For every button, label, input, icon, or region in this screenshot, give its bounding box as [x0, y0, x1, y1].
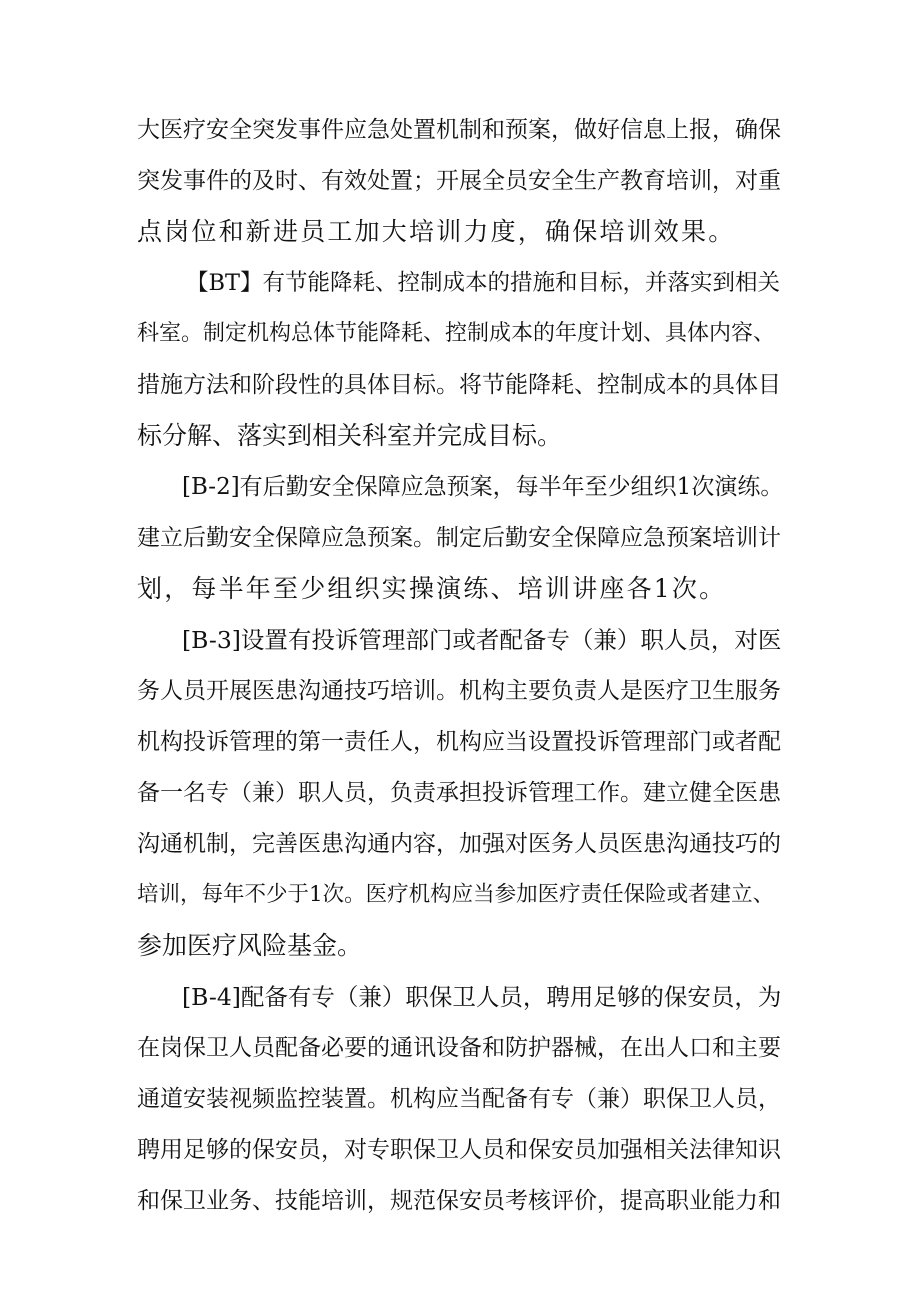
text-line: 备一名专（兼）职人员，负责承担投诉管理工作。建立健全医患: [137, 780, 781, 806]
text-line: 突发事件的及时、有效处置；开展全员安全生产教育培训，对重: [137, 168, 781, 194]
text-line: [B-2]有后勤安全保障应急预案，每半年至少组织1次演练。: [182, 474, 784, 500]
text-line: [B-4]配备有专（兼）职保卫人员，聘用足够的保安员，为: [182, 983, 782, 1011]
text-line: 参加医疗风险基金。: [137, 931, 363, 960]
text-line: 培训，每年不少于1次。医疗机构应当参加医疗责任保险或者建立、: [137, 882, 775, 907]
text-line: 标分解、落实到相关科室并完成目标。: [137, 421, 563, 450]
text-line: 科室。制定机构总体节能降耗、控制成本的年度计划、具体内容、: [137, 321, 776, 346]
text-line: 点岗位和新进员工加大培训力度，确保培训效果。: [137, 217, 736, 246]
text-line: 和保卫业务、技能培训，规范保安员考核评价，提高职业能力和: [137, 1188, 781, 1214]
text-line: 沟通机制，完善医患沟通内容，加强对医务人员医患沟通技巧的: [137, 831, 781, 857]
text-line: 大医疗安全突发事件应急处置机制和预案，做好信息上报，确保: [137, 117, 781, 143]
text-line: 建立后勤安全保障应急预案。制定后勤安全保障应急预案培训计: [137, 525, 781, 551]
text-line: 务人员开展医患沟通技巧培训。机构主要负责人是医疗卫生服务: [137, 678, 781, 704]
text-line: 【BT】有节能降耗、控制成本的措施和目标，并落实到相关: [186, 270, 781, 296]
text-line: 在岗保卫人员配备必要的通讯设备和防护器械，在出人口和主要: [137, 1035, 781, 1061]
text-line: 划，每半年至少组织实操演练、培训讲座各1次。: [137, 574, 727, 603]
text-line: [B-3]设置有投诉管理部门或者配备专（兼）职人员，对医: [182, 626, 782, 654]
text-line: 通道安装视频监控装置。机构应当配备有专（兼）职保卫人员，: [137, 1086, 781, 1112]
text-line: 聘用足够的保安员，对专职保卫人员和保安员加强相关法律知识: [137, 1137, 781, 1163]
text-line: 机构投诉管理的第一责任人，机构应当设置投诉管理部门或者配: [137, 729, 781, 755]
text-line: 措施方法和阶段性的具体目标。将节能降耗、控制成本的具体目: [137, 372, 781, 398]
